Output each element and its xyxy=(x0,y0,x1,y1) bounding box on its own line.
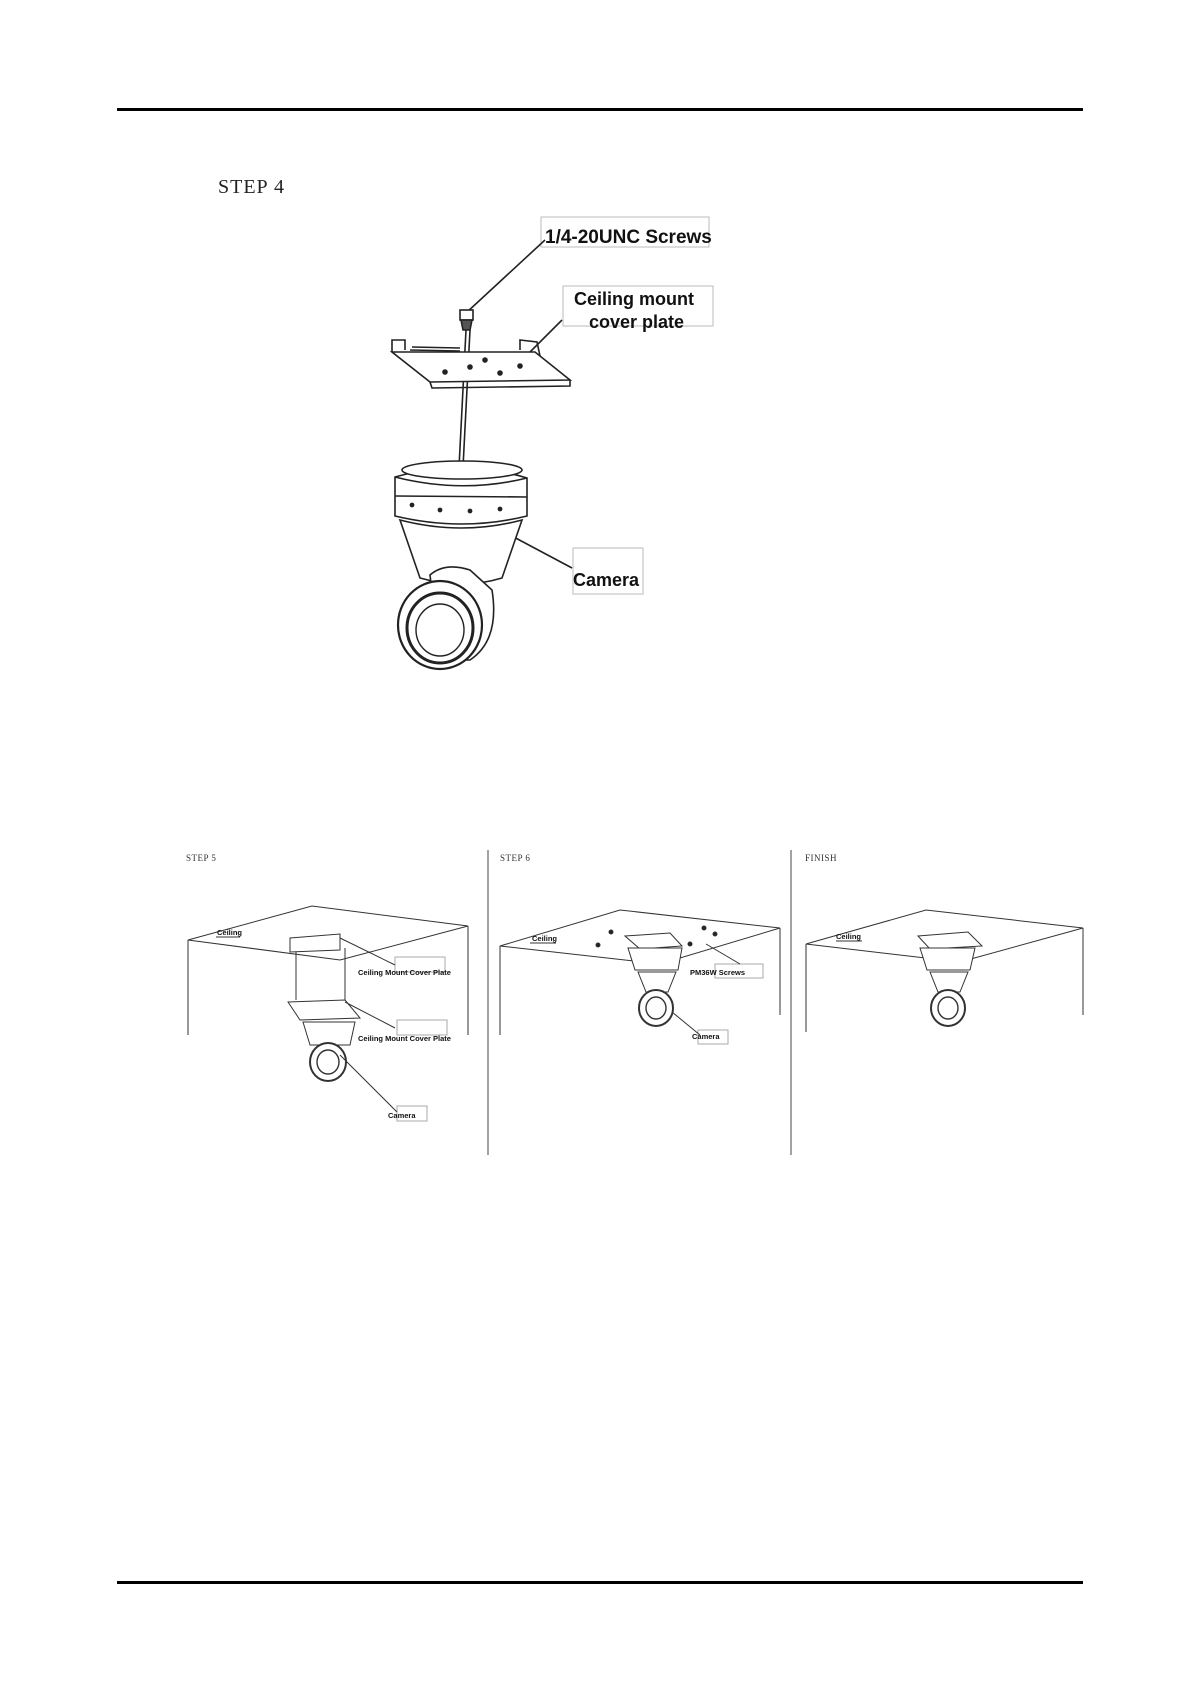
panel-finish xyxy=(805,853,1083,1032)
panel-step6 xyxy=(500,853,780,1044)
panel-step6-screws-label: PM36W Screws xyxy=(690,968,746,977)
step4-title: STEP 4 xyxy=(218,176,285,198)
plate-label-line2: cover plate xyxy=(589,312,685,332)
panel-finish-title: FINISH xyxy=(805,853,838,863)
footer-rule xyxy=(117,1581,1083,1584)
panel-step5-title: STEP 5 xyxy=(186,853,217,863)
panel-step6-ceiling-label: Ceiling xyxy=(532,934,558,943)
panel-step5-plate-top-label: Ceiling Mount Cover Plate xyxy=(358,968,451,977)
panel-step5-plate-bottom-label: Ceiling Mount Cover Plate xyxy=(358,1034,451,1043)
panel-step6-title: STEP 6 xyxy=(500,853,531,863)
panel-step5-ceiling-label: Ceiling xyxy=(217,928,243,937)
screws-label: 1/4-20UNC Screws xyxy=(545,227,712,248)
step4-illustration xyxy=(0,0,1191,720)
panel-step5 xyxy=(186,853,468,1121)
camera-label: Camera xyxy=(573,570,640,590)
panel-step5-camera-label: Camera xyxy=(388,1111,416,1120)
panel-step6-camera-label: Camera xyxy=(692,1032,720,1041)
panel-finish-ceiling-label: Ceiling xyxy=(836,932,862,941)
plate-label-line1: Ceiling mount xyxy=(574,289,694,309)
steps-panels xyxy=(0,840,1191,1170)
